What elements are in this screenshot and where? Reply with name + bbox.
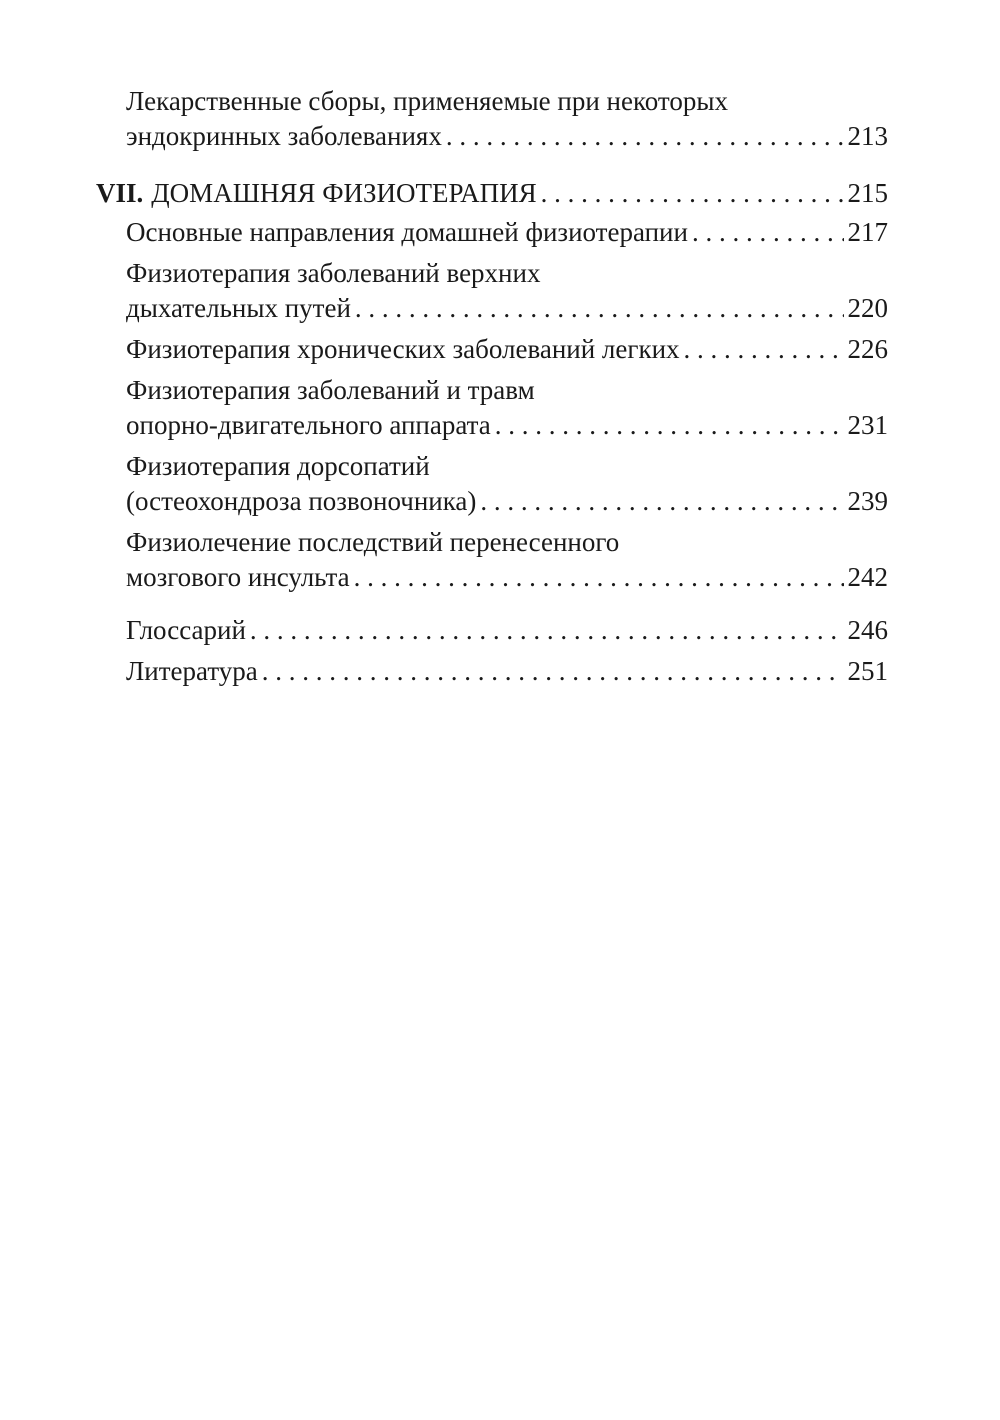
section-number: VII. xyxy=(96,178,144,208)
table-of-contents xyxy=(96,84,888,695)
toc-entry-title: Основные направления домашней физиотерапии xyxy=(126,217,688,247)
toc-entry-last-line xyxy=(126,215,888,250)
toc-entry-page-number: 220 xyxy=(847,293,888,323)
dot-leader xyxy=(446,119,844,154)
toc-entry-page-number: 217 xyxy=(847,217,888,247)
toc-entry-title-line-1: Физиотерапия дорсопатий xyxy=(126,451,430,481)
toc-entry-literature[interactable] xyxy=(96,654,888,689)
toc-entry-title-line-2: эндокринных заболеваниях xyxy=(126,121,442,151)
toc-entry-glossary[interactable] xyxy=(96,613,888,648)
dot-leader xyxy=(354,560,844,595)
dot-leader xyxy=(684,332,844,367)
toc-entry-title-line-1: Физиолечение последствий перенесенного xyxy=(126,527,620,557)
toc-entry-page-number: 242 xyxy=(847,562,888,592)
toc-entry-stroke[interactable] xyxy=(96,525,888,595)
section-title: ДОМАШНЯЯ ФИЗИОТЕРАПИЯ xyxy=(151,178,537,208)
toc-entry-title: Глоссарий xyxy=(126,615,246,645)
dot-leader xyxy=(541,176,844,211)
toc-entry-last-line xyxy=(126,613,888,648)
toc-entry-last-line xyxy=(126,291,888,326)
dot-leader xyxy=(495,408,844,443)
toc-entry-page-number: 213 xyxy=(847,121,888,151)
toc-entry-page-number: 231 xyxy=(847,410,888,440)
toc-entry-page-number: 246 xyxy=(847,615,888,645)
toc-entry-title-line-1: Лекарственные сборы, применяемые при некоторых xyxy=(126,86,728,116)
toc-entry-title-line-1: Физиотерапия заболеваний и травм xyxy=(126,375,535,405)
toc-entry-last-line xyxy=(126,484,888,519)
toc-entry-chronic-lung[interactable] xyxy=(96,332,888,367)
toc-entry-last-line xyxy=(126,654,888,689)
toc-section-heading[interactable] xyxy=(96,176,888,211)
dot-leader xyxy=(480,484,843,519)
toc-entry-main-directions[interactable] xyxy=(96,215,888,250)
dot-leader xyxy=(250,613,844,648)
dot-leader xyxy=(692,215,844,250)
toc-entry-last-line xyxy=(126,408,888,443)
dot-leader xyxy=(355,291,844,326)
toc-entry-last-line xyxy=(126,332,888,367)
toc-entry-page-number: 239 xyxy=(847,486,888,516)
toc-entry-title-line-2: мозгового инсульта xyxy=(126,562,350,592)
toc-entry-dorsopathies[interactable] xyxy=(96,449,888,519)
toc-entry-title: Физиотерапия хронических заболеваний легких xyxy=(126,334,680,364)
toc-section-line xyxy=(96,176,888,211)
toc-entry-title-line-2: (остеохондроза позвоночника) xyxy=(126,486,477,516)
toc-entry-title: Литература xyxy=(126,656,258,686)
toc-entry-last-line xyxy=(126,119,888,154)
toc-entry-musculoskeletal[interactable] xyxy=(96,373,888,443)
toc-entry-upper-respiratory[interactable] xyxy=(96,256,888,326)
toc-entry-page-number: 251 xyxy=(847,656,888,686)
toc-entry-title-line-2: опорно-двигательного аппарата xyxy=(126,410,491,440)
dot-leader xyxy=(262,654,844,689)
toc-entry-title-line-2: дыхательных путей xyxy=(126,293,351,323)
toc-entry-herbal-collections[interactable] xyxy=(96,84,888,154)
toc-entry-title-line-1: Физиотерапия заболеваний верхних xyxy=(126,258,541,288)
toc-entry-page-number: 226 xyxy=(847,334,888,364)
toc-section-page-number: 215 xyxy=(847,178,888,208)
toc-entry-last-line xyxy=(126,560,888,595)
toc-section-text xyxy=(96,176,537,211)
